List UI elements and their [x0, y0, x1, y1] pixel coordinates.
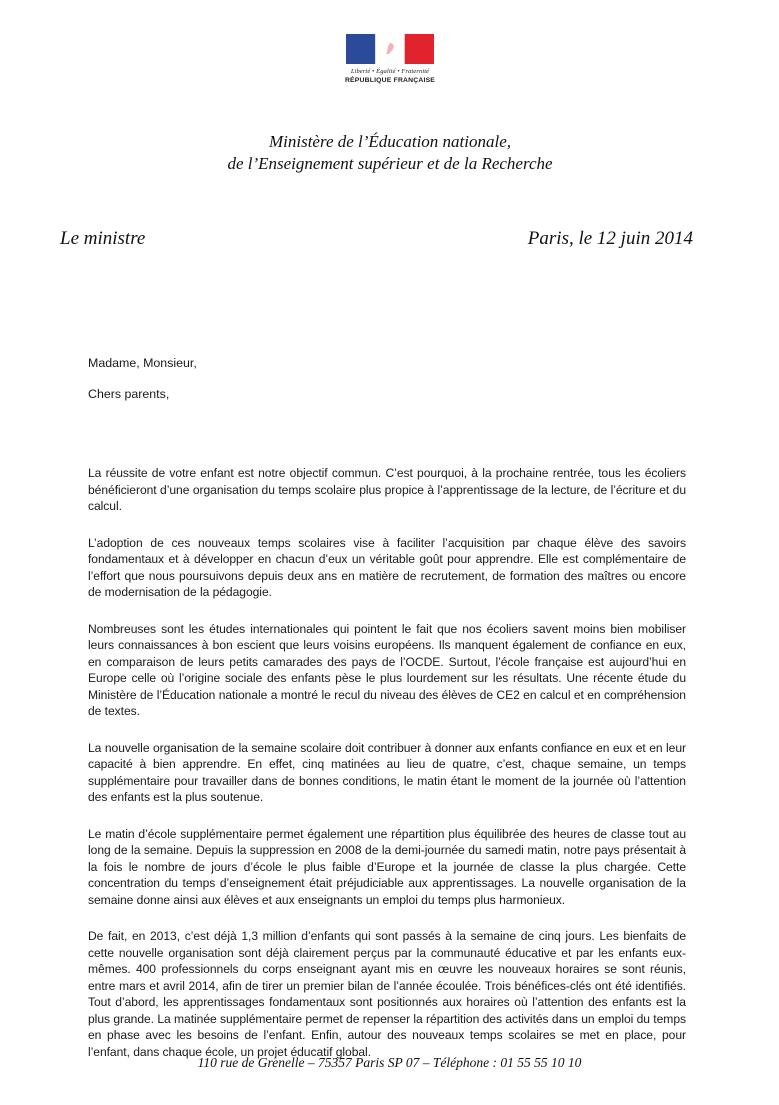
footer-address: 110 rue de Grenelle – 75357 Paris SP 07 – Téléphone : 01 55 55 10 10 [197, 1055, 582, 1070]
logo-motto: Liberté • Égalité • Fraternité [350, 68, 430, 75]
ministry-line-2: de l’Enseignement supérieur et de la Recherche [227, 154, 553, 173]
ministry-heading [150, 131, 630, 175]
letter-date: Paris, le 12 juin 2014 [527, 228, 693, 249]
salutation-line-1: Madame, Monsieur, [88, 356, 197, 370]
marianne-flag-icon [346, 34, 434, 64]
body-paragraph-4: La nouvelle organisation de la semaine scolaire doit contribuer à donner aux enfants confiance en eux et en leur capacité à bien apprendre. En effet, cinq matinées au lieu de quatre, c’est, chaque semaine, un temps supplémentaire pour travailler dans de bonnes conditions, le matin étant le moment de la journée où l’attention des enfants est la plus soutenue. [88, 740, 686, 804]
republique-francaise-logo [340, 34, 440, 84]
body-paragraph-3: Nombreuses sont les études internationales qui pointent le fait que nos écoliers savent moins bien mobiliser leurs connaissances à bon escient que leurs voisins européens. Ils manquent également de confiance en eux, en comparaison de leurs petits camarades des pays de l’OCDE. Surtout, l’école française est aujourd’hui en Europe celle où l’origine sociale des enfants pèse le plus lourdement sur les résultats. Une récente étude du Ministère de l’Éducation nationale a montré le recul du niveau des élèves de CE2 en calcul et en compréhension de textes. [88, 621, 686, 718]
salutation-line-2: Chers parents, [88, 387, 170, 401]
body-paragraph-2: L’adoption de ces nouveaux temps scolaires vise à faciliter l’acquisition par chaque élève des savoirs fondamentaux et à développer en chacun d’eux un véritable goût pour apprendre. Elle est complémentaire de l’effort que nous poursuivons depuis deux ans en matière de recrutement, de formation des maîtres ou encore de modernisation de la pédagogie. [88, 535, 686, 599]
body-paragraph-5: Le matin d’école supplémentaire permet également une répartition plus équilibrée des heures de classe tout au long de la semaine. Depuis la suppression en 2008 de la demi-journée du samedi matin, notre pays présentait à la fois le nombre de jours d’école le plus faible d’Europe et la journée de classe la plus chargée. Cette concentration du temps d’enseignement était préjudiciable aux apprentissages. La nouvelle organisation de la semaine donne ainsi aux élèves et aux enseignants un emploi du temps plus harmonieux. [88, 826, 686, 907]
logo-republic-name: RÉPUBLIQUE FRANÇAISE [344, 77, 436, 84]
ministry-line-1: Ministère de l’Éducation nationale, [268, 132, 512, 151]
signer-title: Le ministre [60, 228, 146, 249]
body-paragraph-1: La réussite de votre enfant est notre objectif commun. C’est pourquoi, à la prochaine rentrée, tous les écoliers bénéficieront d’une organisation du temps scolaire plus propice à l’apprentissage de la lecture, de l’écriture et du calcul. [88, 466, 686, 513]
body-paragraph-6: De fait, en 2013, c’est déjà 1,3 million d’enfants qui sont passés à la semaine de cinq jours. Les bienfaits de cette nouvelle organisation sont déjà clairement perçus par la communauté éducative et par les enfants eux-mêmes. 400 professionnels du corps enseignant ayant mis en œuvre les nouveaux horaires se sont réunis, entre mars et avril 2014, afin de tirer un premier bilan de l’année écoulée. Trois bénéfices-clés ont été identifiés. Tout d’abord, les apprentissages fondamentaux sont positionnés aux horaires où l’attention des enfants est la plus grande. La matinée supplémentaire permet de repenser la répartition des activités dans un emploi du temps en phase avec les besoins de l’enfant. Enfin, autour des nouveaux temps scolaires se met en place, pour l’enfant, dans chaque école, un projet éducatif global. [88, 929, 686, 1059]
letter-body [88, 465, 686, 1080]
